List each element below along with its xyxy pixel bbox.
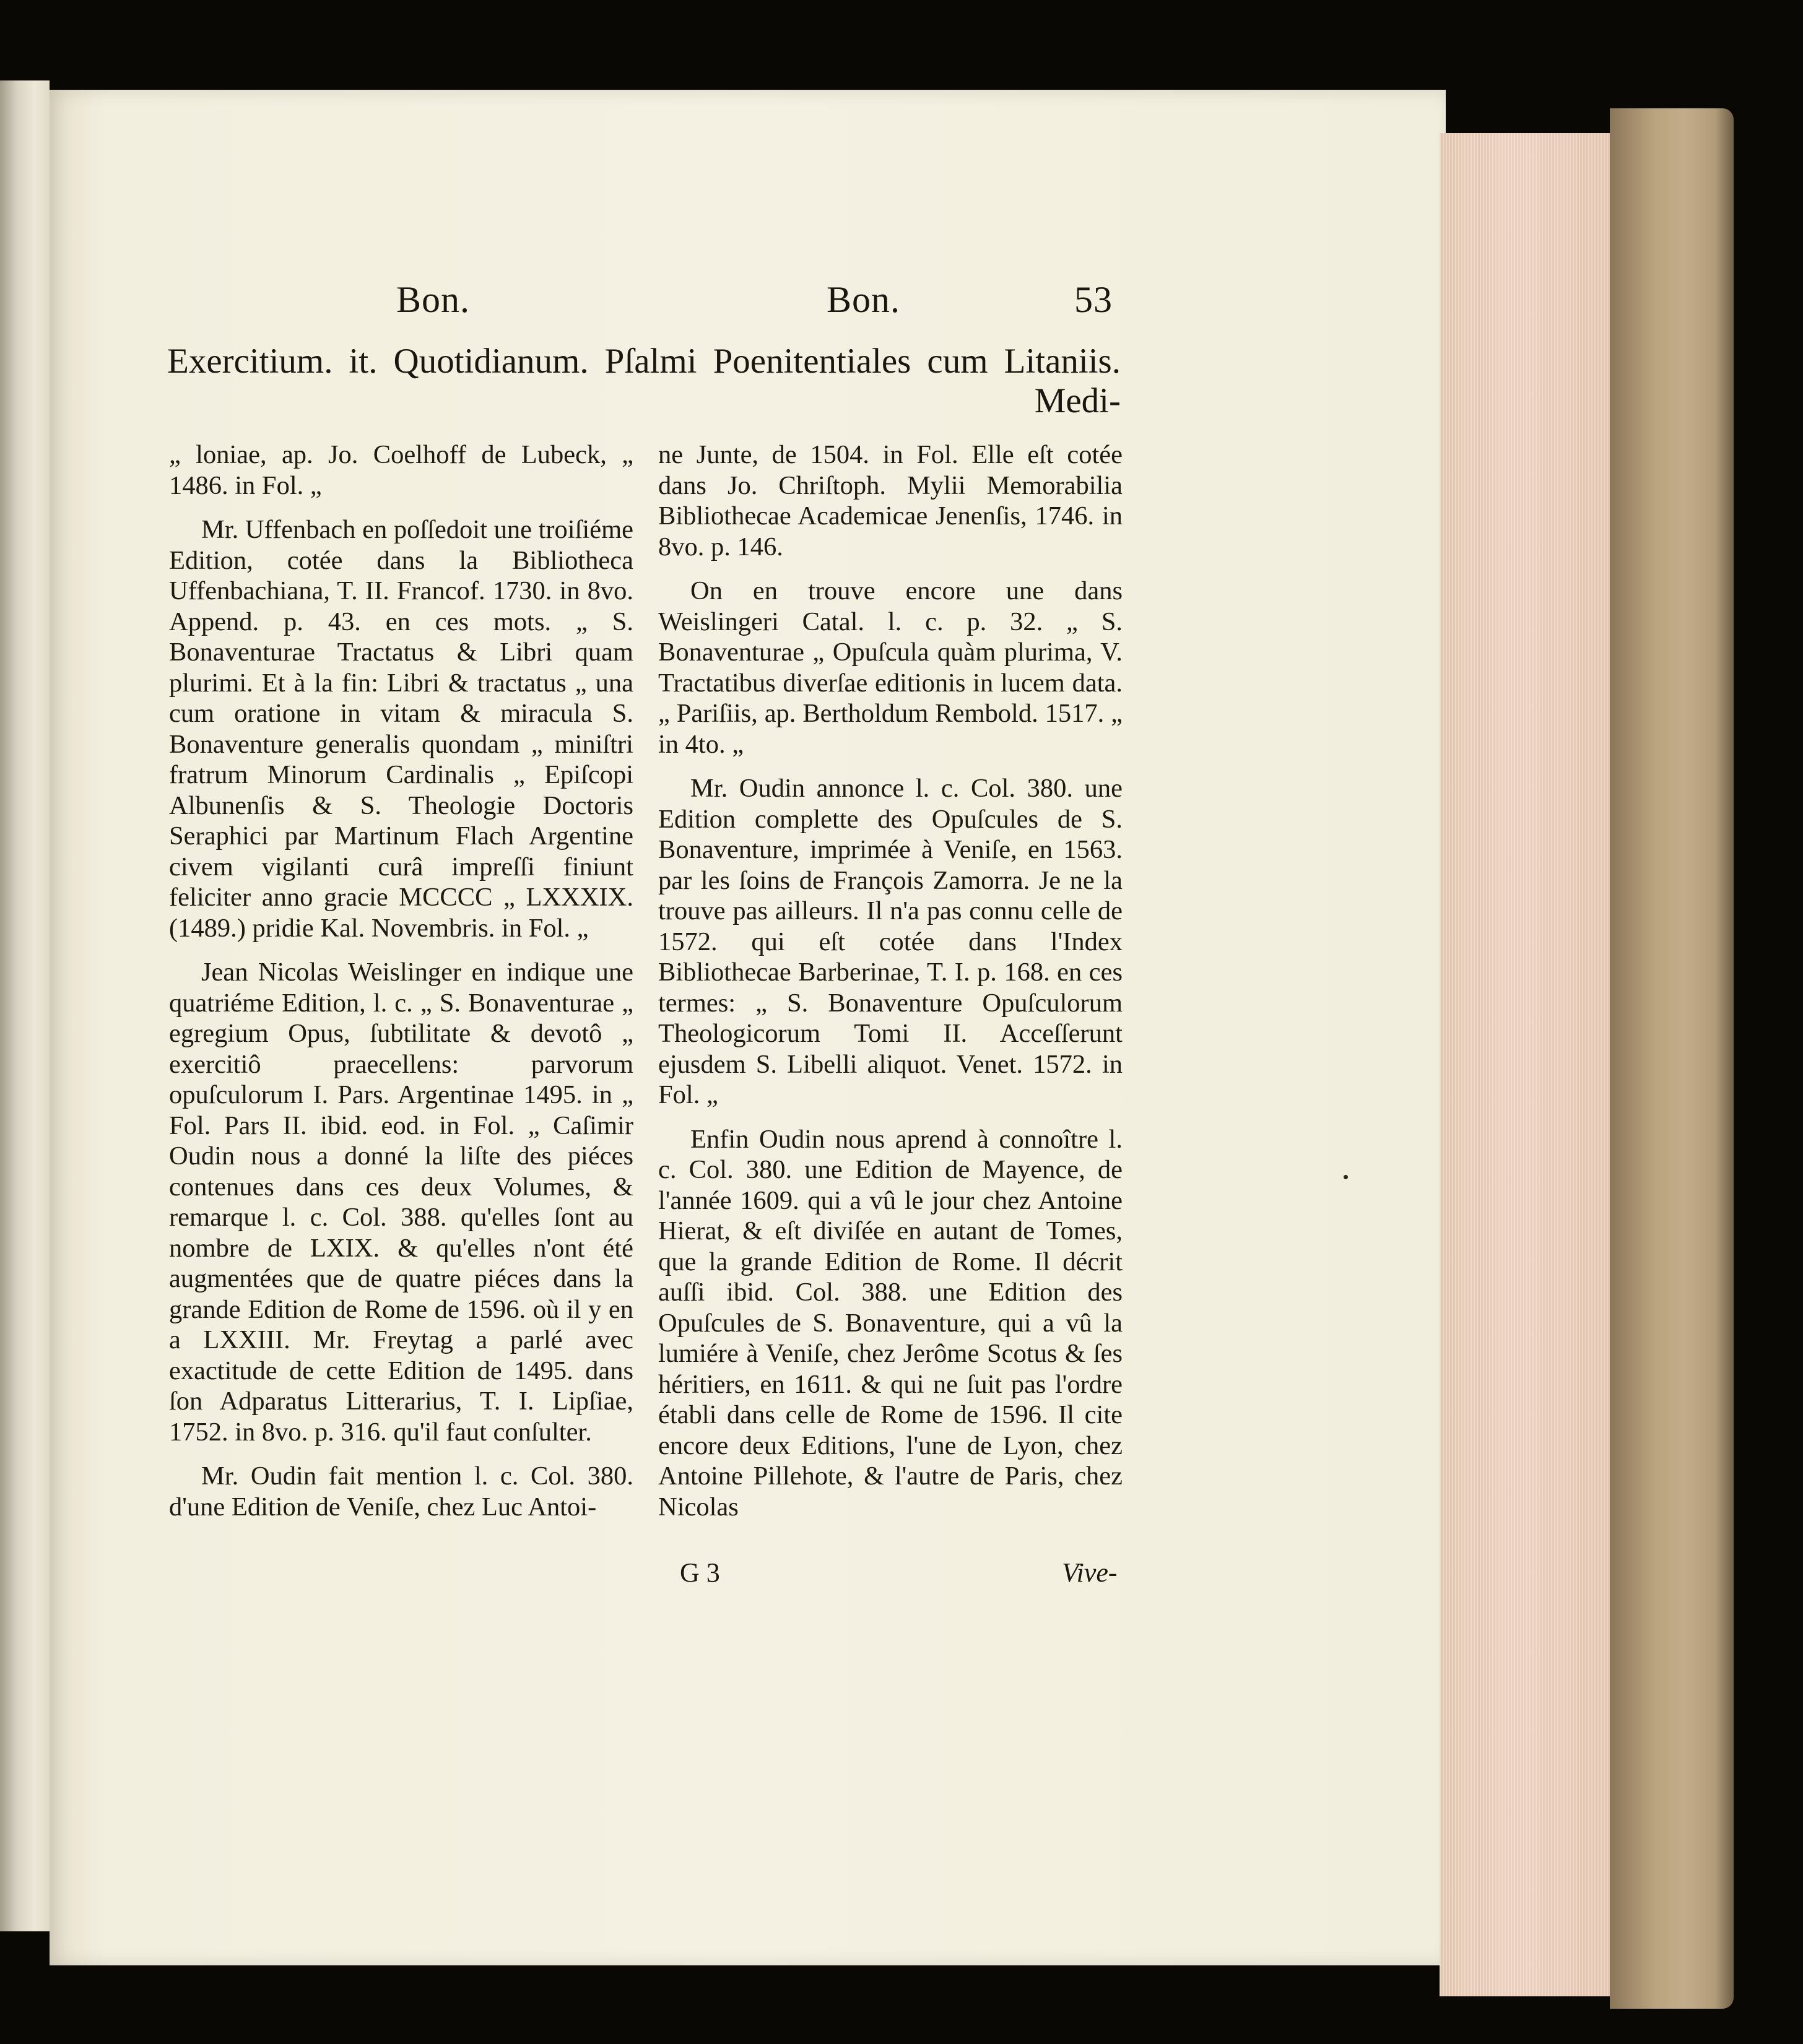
- running-head-right: Bon.: [827, 279, 901, 320]
- paragraph: On en trouve encore une dans Weislingeri Catal. l. c. p. 32. „ S. Bonaventurae „ Opuſcula quàm plurima, V. Tractatibus diverſae editionis in lucem data. „ Pariſiis, ap. Bertholdum Rembold. 1517. „ in 4to. „: [658, 576, 1123, 759]
- paragraph: Mr. Oudin annonce l. c. Col. 380. une Edition complette des Opuſcules de S. Bonaventure, imprimée à Veniſe, en 1563. par les ſoins de François Zamorra. Je ne la trouve pas ailleurs. Il n'a pas connu celle de 1572. qui eſt cotée dans l'Index Bibliothecae Barberinae, T. I. p. 168. en ces termes: „ S. Bonaventure Opuſculorum Theologicorum Tomi II. Acceſſerunt ejusdem S. Libelli aliquot. Venet. 1572. in Fol. „: [658, 774, 1123, 1109]
- left-column: [169, 440, 633, 1536]
- running-head-left: Bon.: [396, 279, 471, 320]
- facing-page-edge: [0, 80, 50, 1931]
- paragraph: Mr. Uffenbach en poſſedoit une troiſiéme Edition, cotée dans la Bibliotheca Uffenbachiana, T. II. Francof. 1730. in 8vo. Append. p. 43. en ces mots. „ S. Bonaventurae Tractatus & Libri quam plurimi. Et à la fin: Libri & tractatus „ una cum oratione in vitam & miracula S. Bonaventure generalis quondam „ miniſtri fratrum Minorum Cardinalis „ Epiſcopi Albunenſis & S. Theologie Doctoris Seraphici par Martinum Flach Argentine civem vigilanti curâ impreſſi finiunt feliciter anno gracie MCCCC „ LXXXIX. (1489.) pridie Kal. Novembris. in Fol. „: [169, 515, 633, 943]
- paragraph: Jean Nicolas Weislinger en indique une quatriéme Edition, l. c. „ S. Bonaventurae „ egregium Opus, ſubtilitate & devotô „ exercitiô praecellens: parvorum opuſculorum I. Pars. Argentinae 1495. in „ Fol. Pars II. ibid. eod. in Fol. „ Caſimir Oudin nous a donné la liſte des piéces contenues dans ces deux Volumes, & remarque l. c. Col. 388. qu'elles ſont au nombre de LXIX. & qu'elles n'ont été augmentées que de quatre piéces dans la grande Edition de Rome de 1596. où il y en a LXXIII. Mr. Freytag a parlé avec exactitude de cette Edition de 1495. dans ſon Adparatus Litterarius, T. I. Lipſiae, 1752. in 8vo. p. 316. qu'il faut conſulter.: [169, 958, 633, 1447]
- paragraph: Enfin Oudin nous aprend à connoître l. c. Col. 380. une Edition de Mayence, de l'année 1609. qui a vû le jour chez Antoine Hierat, & eſt diviſée en autant de Tomes, que la grande Edition de Rome. Il décrit auſſi ibid. Col. 388. une Edition des Opuſcules de S. Bonaventure, qui a vû la lumiére à Veniſe, chez Jerôme Scotus & ſes héritiers, en 1611. & qui ne ſuit pas l'ordre établi dans celle de Rome de 1596. Il cite encore deux Editions, l'une de Lyon, chez Antoine Pillehote, & l'autre de Paris, chez Nicolas: [658, 1124, 1123, 1522]
- paragraph: ne Junte, de 1504. in Fol. Elle eſt cotée dans Jo. Chriſtoph. Mylii Memorabilia Bibliothecae Academicae Jenenſis, 1746. in 8vo. p. 146.: [658, 440, 1123, 561]
- ink-speck: [1344, 1175, 1348, 1179]
- leather-cover: [1610, 108, 1734, 2009]
- catchword: Vive-: [1062, 1557, 1118, 1588]
- page-block-fore-edge: [1440, 133, 1631, 1996]
- paragraph: „ loniae, ap. Jo. Coelhoff de Lubeck, „ 1486. in Fol. „: [169, 440, 633, 500]
- right-column: [658, 440, 1123, 1536]
- signature-mark: G 3: [680, 1557, 720, 1588]
- title-catch-line: Medi-: [1034, 381, 1121, 420]
- title-continuation-line: Exercitium. it. Quotidianum. Pſalmi Poenitentiales cum Litaniis.: [167, 342, 1121, 381]
- paragraph: Mr. Oudin fait mention l. c. Col. 380. d'une Edition de Veniſe, chez Luc Antoi-: [169, 1462, 633, 1522]
- page-number: 53: [1074, 279, 1113, 320]
